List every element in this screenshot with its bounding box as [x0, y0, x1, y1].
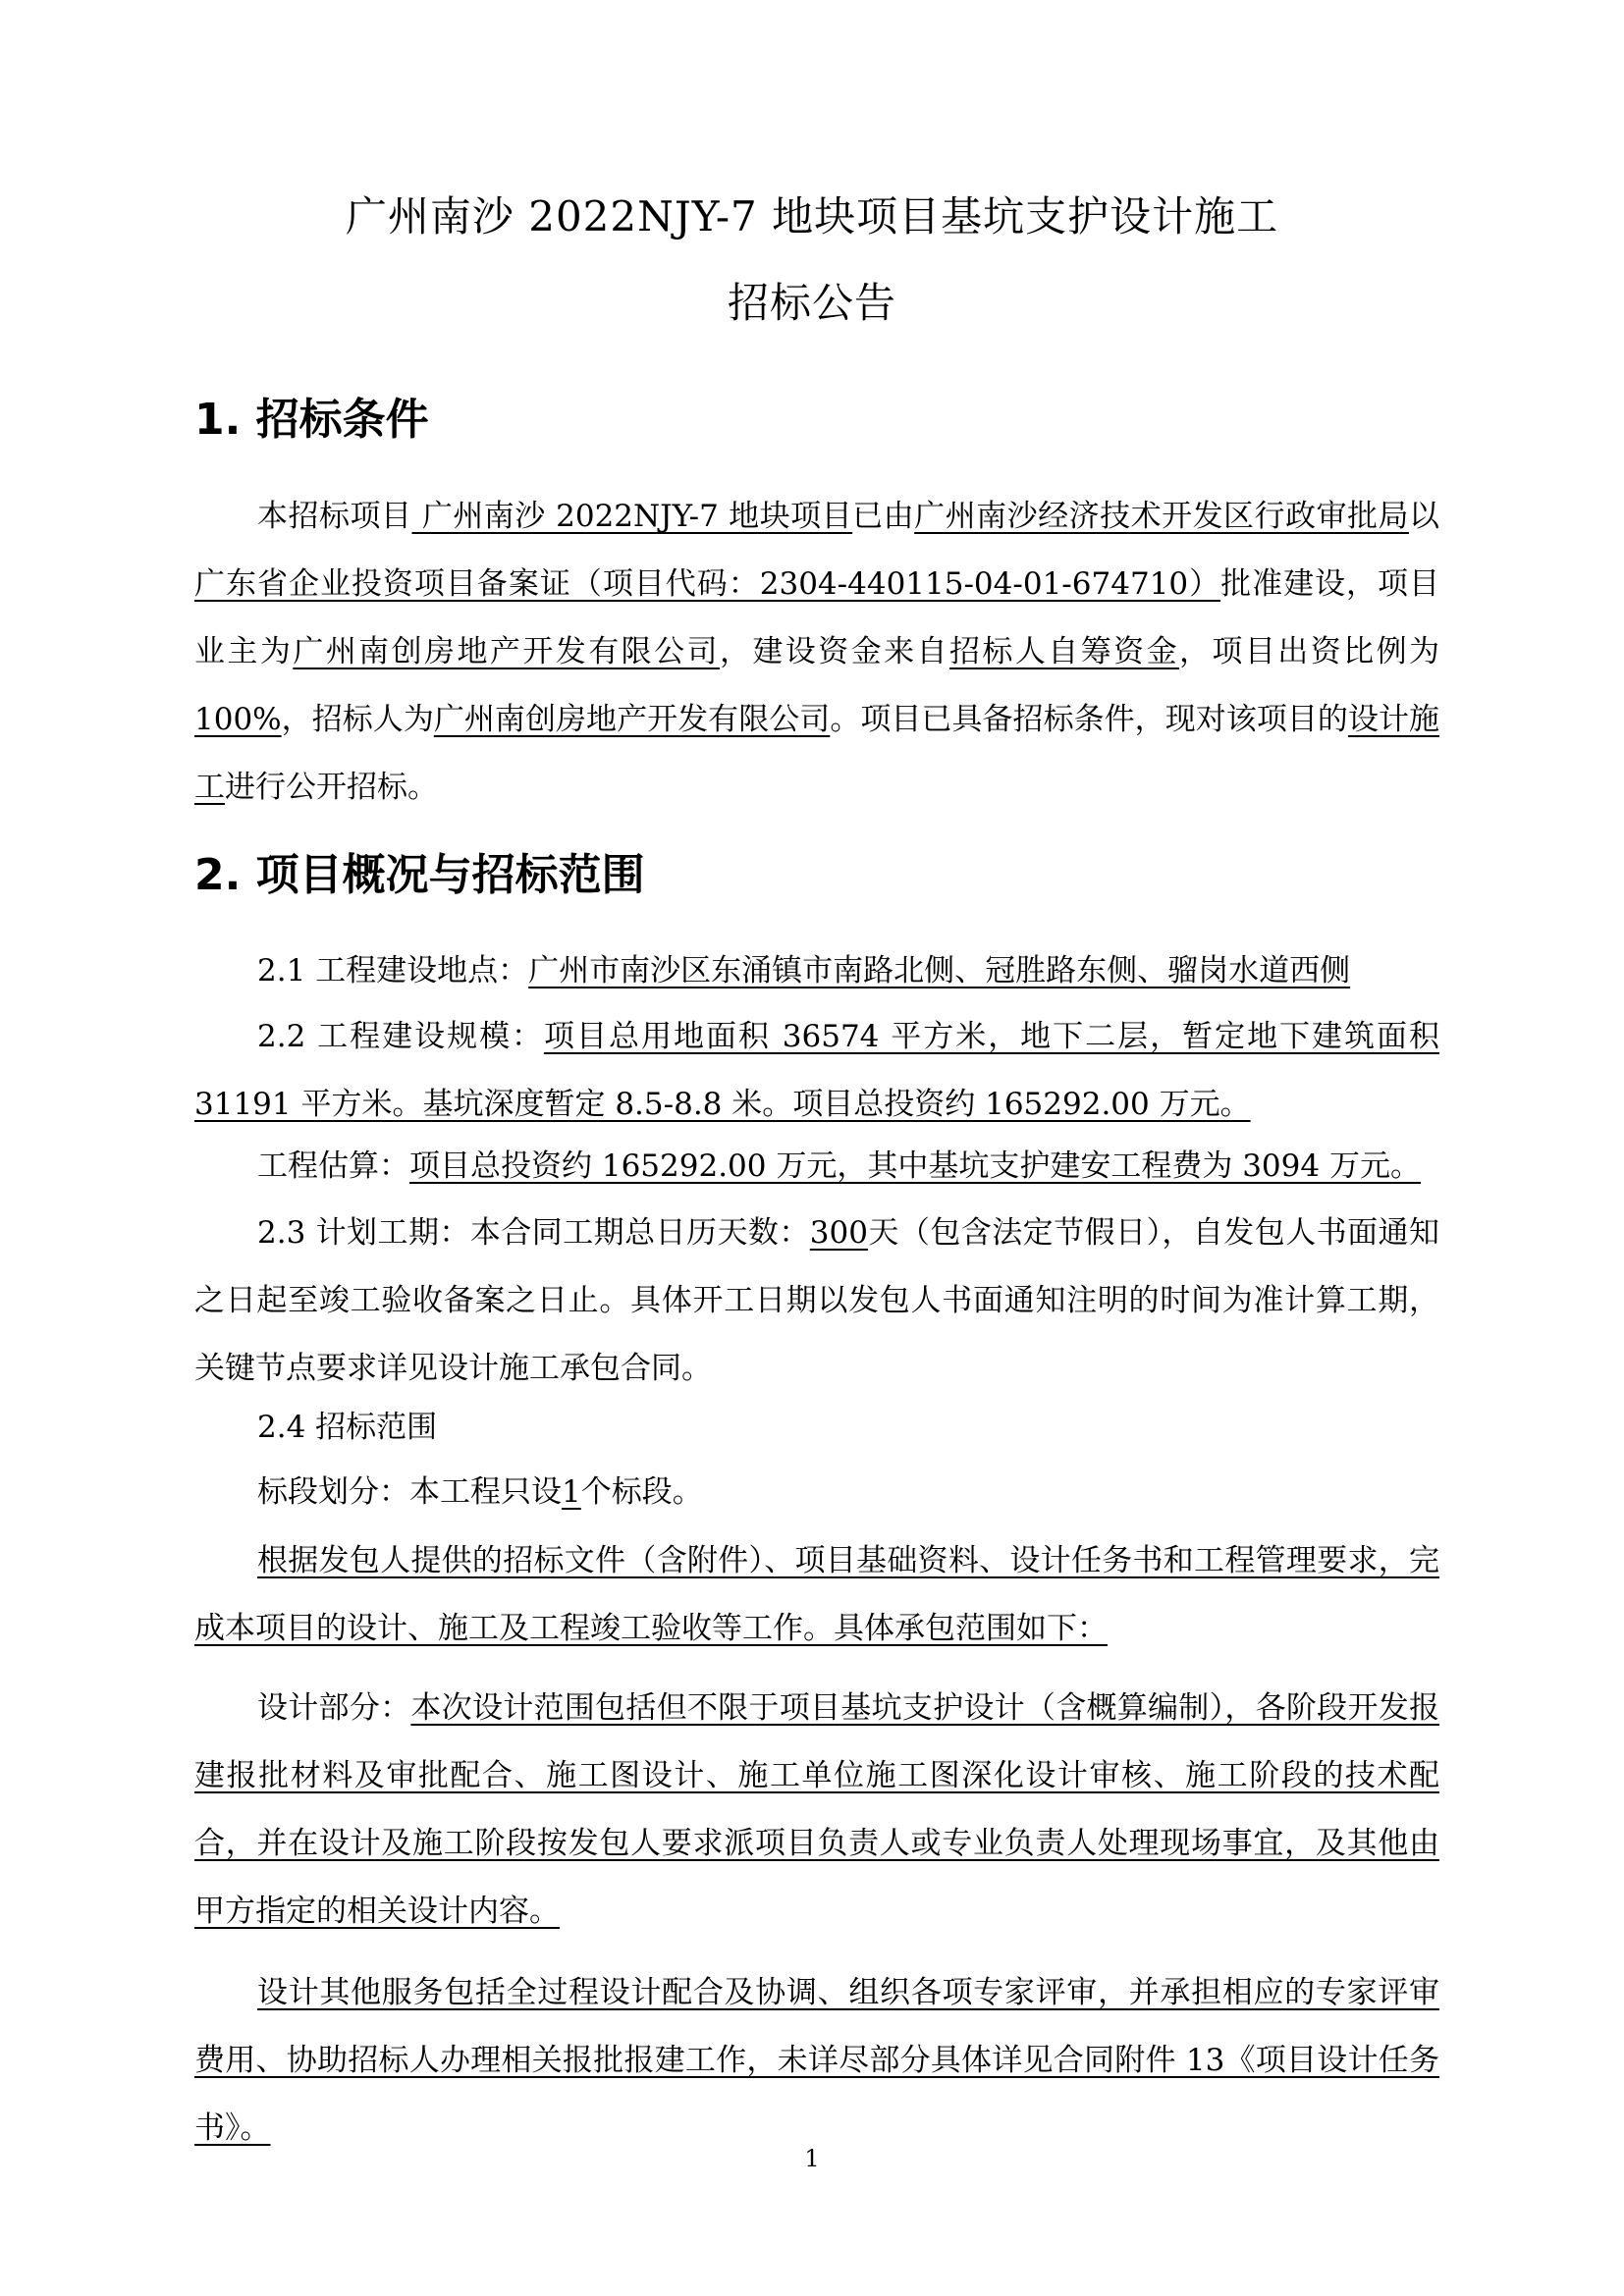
design-scope: 本次设计范围包括但不限于项目基坑支护设计（含概算编制），各阶段开发报建报批材料及审批配合、施工图设计、施工单位施工图深化设计审核、施工阶段的技术配合，并在设计及施工阶段按发包人要求派项目负责人或专业负责人处理现场事宜，及其他由甲方指定的相关设计内容。 — [194, 1690, 1440, 1929]
paragraph-design-part — [194, 1675, 1439, 1946]
section-1-paragraph — [194, 483, 1439, 822]
project-name: 广州南沙 2022NJY-7 地块项目 — [411, 499, 853, 534]
text: ，建设资金来自 — [719, 634, 949, 669]
paragraph-estimate — [194, 1133, 1439, 1201]
document-subtitle: 招标公告 — [727, 279, 896, 327]
paragraph-other-services — [194, 1959, 1439, 2163]
paragraph-lot-division — [194, 1459, 1439, 1526]
total-days: 300 — [809, 1215, 868, 1251]
cost-estimate: 项目总投资约 165292.00 万元，其中基坑支护建安工程费为 3094 万元。 — [409, 1148, 1421, 1184]
text: 天（包含法定节假日），自发包人书面通知之日起至竣工验收备案之日止。具体开工日期以发包人书面通知注明的时间为准计算工期，关键节点要求详见设计施工承包合同。 — [194, 1215, 1440, 1386]
label: 工程估算： — [257, 1148, 409, 1184]
filing-certificate: 广东省企业投资项目备案证（项目代码：2304-440115-04-01-674710） — [194, 566, 1221, 602]
paragraph-2-3 — [194, 1200, 1439, 1403]
lot-count: 1 — [562, 1474, 581, 1510]
text: 已由 — [852, 499, 915, 534]
text: 。项目已具备招标条件，现对该项目的 — [830, 702, 1348, 737]
approval-authority: 广州南沙经济技术开发区行政审批局 — [914, 499, 1410, 534]
funding-source: 招标人自筹资金 — [948, 634, 1179, 669]
document-title: 广州南沙 2022NJY-7 地块项目基坑支护设计施工 — [345, 192, 1279, 240]
text: 个标段。 — [580, 1474, 703, 1510]
construction-scale: 项目总用地面积 36574 平方米，地下二层，暂定地下建筑面积 31191 平方米。基坑深度暂定 8.5-8.8 米。项目总投资约 165292.00 万元。 — [194, 1019, 1440, 1122]
tender-content: 设计施工 — [194, 702, 1440, 805]
funding-ratio: 100% — [194, 702, 282, 737]
text: ，项目出资比例为 — [1179, 634, 1440, 669]
paragraph-scope — [194, 1527, 1439, 1663]
tenderer: 广州南创房地产开发有限公司 — [433, 702, 831, 737]
paragraph-2-4: 2.4 招标范围 — [257, 1410, 438, 1445]
text: 以 — [1409, 499, 1440, 534]
text: 进行公开招标。 — [225, 770, 438, 805]
construction-location: 广州市南沙区东涌镇市南路北侧、冠胜路东侧、骝岗水道西侧 — [528, 953, 1351, 988]
paragraph-2-2 — [194, 1003, 1439, 1139]
text: 批准建设，项目业主为 — [194, 566, 1440, 669]
section-1-heading: 1. 招标条件 — [194, 395, 429, 445]
label: 2.1 工程建设地点： — [257, 953, 529, 988]
text: ，招标人为 — [281, 702, 434, 737]
other-services-text: 设计其他服务包括全过程设计配合及协调、组织各项专家评审，并承担相应的专家评审费用、协助招标人办理相关报批报建工作，未详尽部分具体详见合同附件 13《项目设计任务书》。 — [194, 1975, 1439, 2146]
label: 设计部分： — [257, 1690, 411, 1726]
label: 标段划分：本工程只设 — [257, 1474, 562, 1510]
project-owner: 广州南创房地产开发有限公司 — [293, 634, 720, 669]
paragraph-2-1 — [194, 937, 1439, 1005]
scope-text: 根据发包人提供的招标文件（含附件）、项目基础资料、设计任务书和工程管理要求，完成本项目的设计、施工及工程竣工验收等工作。具体承包范围如下： — [194, 1543, 1439, 1646]
label: 2.2 工程建设规模： — [257, 1019, 545, 1054]
text: 本招标项目 — [257, 499, 412, 534]
section-2-heading: 2. 项目概况与招标范围 — [194, 850, 645, 900]
page-number: 1 — [804, 2145, 820, 2172]
label: 2.3 计划工期：本合同工期总日历天数： — [257, 1215, 810, 1251]
